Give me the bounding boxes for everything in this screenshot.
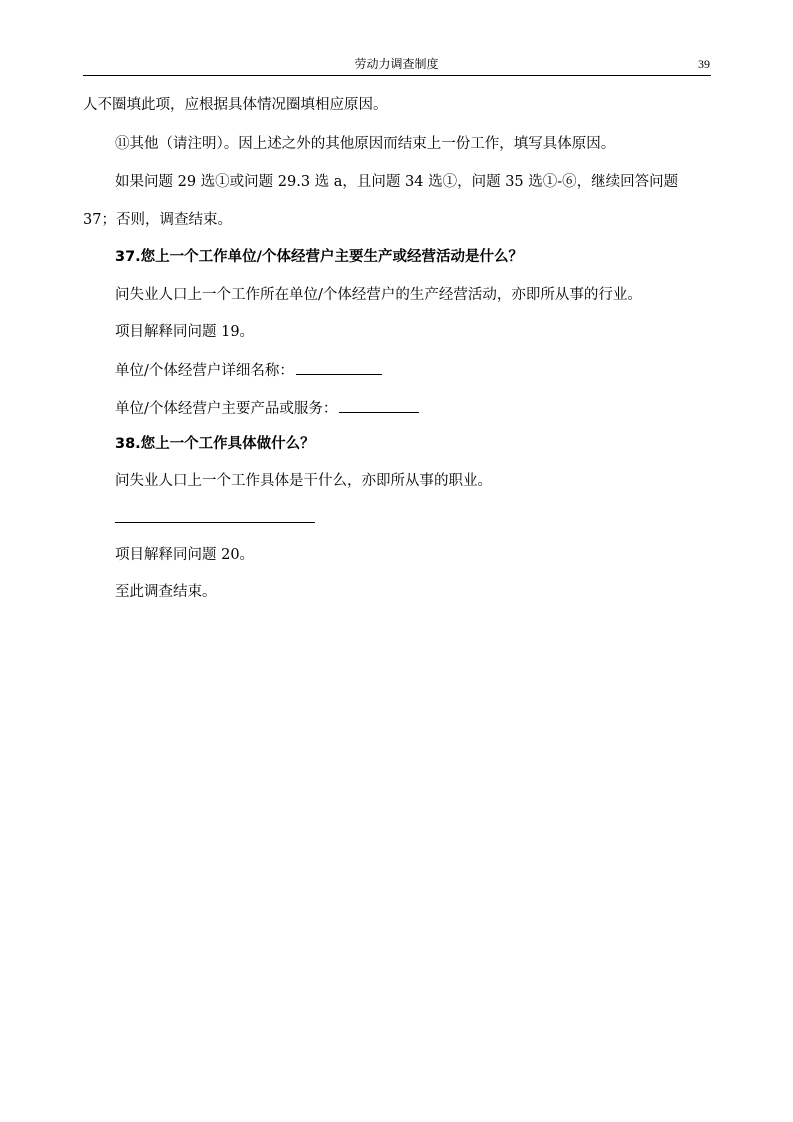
paragraph-skip-rule-line2: 37；否则，调查结束。 — [83, 212, 232, 228]
header-divider — [83, 75, 711, 76]
paragraph-other-reason: ⑪其他（请注明）。因上述之外的其他原因而结束上一份工作，填写具体原因。 — [115, 136, 616, 152]
question-37-heading: 37.您上一个工作单位/个体经营户主要生产或经营活动是什么？ — [115, 249, 523, 265]
question-38-heading: 38.您上一个工作具体做什么？ — [115, 436, 315, 452]
survey-end-text: 至此调查结束。 — [115, 584, 217, 600]
question-38-description: 问失业人口上一个工作具体是干什么，亦即所从事的职业。 — [115, 473, 492, 489]
paragraph-skip-rule-line1: 如果问题 29 选①或问题 29.3 选 a，且问题 34 选①，问题 35 选①-⑥，继续回答问题 — [115, 174, 679, 190]
unit-name-label: 单位/个体经营户详细名称： — [115, 363, 294, 379]
unit-product-field — [115, 397, 419, 419]
page-number: 39 — [698, 57, 710, 71]
paragraph-continuation: 人不圈填此项，应根据具体情况圈填相应原因。 — [83, 97, 388, 113]
unit-name-blank — [296, 359, 382, 375]
unit-product-blank — [339, 397, 419, 413]
question-38-note: 项目解释同问题 20。 — [115, 547, 255, 563]
question-37-description: 问失业人口上一个工作所在单位/个体经营户的生产经营活动，亦即所从事的行业。 — [115, 287, 642, 303]
unit-name-field — [115, 359, 382, 381]
occupation-answer-blank — [115, 522, 315, 523]
unit-product-label: 单位/个体经营户主要产品或服务： — [115, 401, 338, 417]
question-37-note: 项目解释同问题 19。 — [115, 324, 255, 340]
header-title: 劳动力调查制度 — [354, 57, 439, 71]
